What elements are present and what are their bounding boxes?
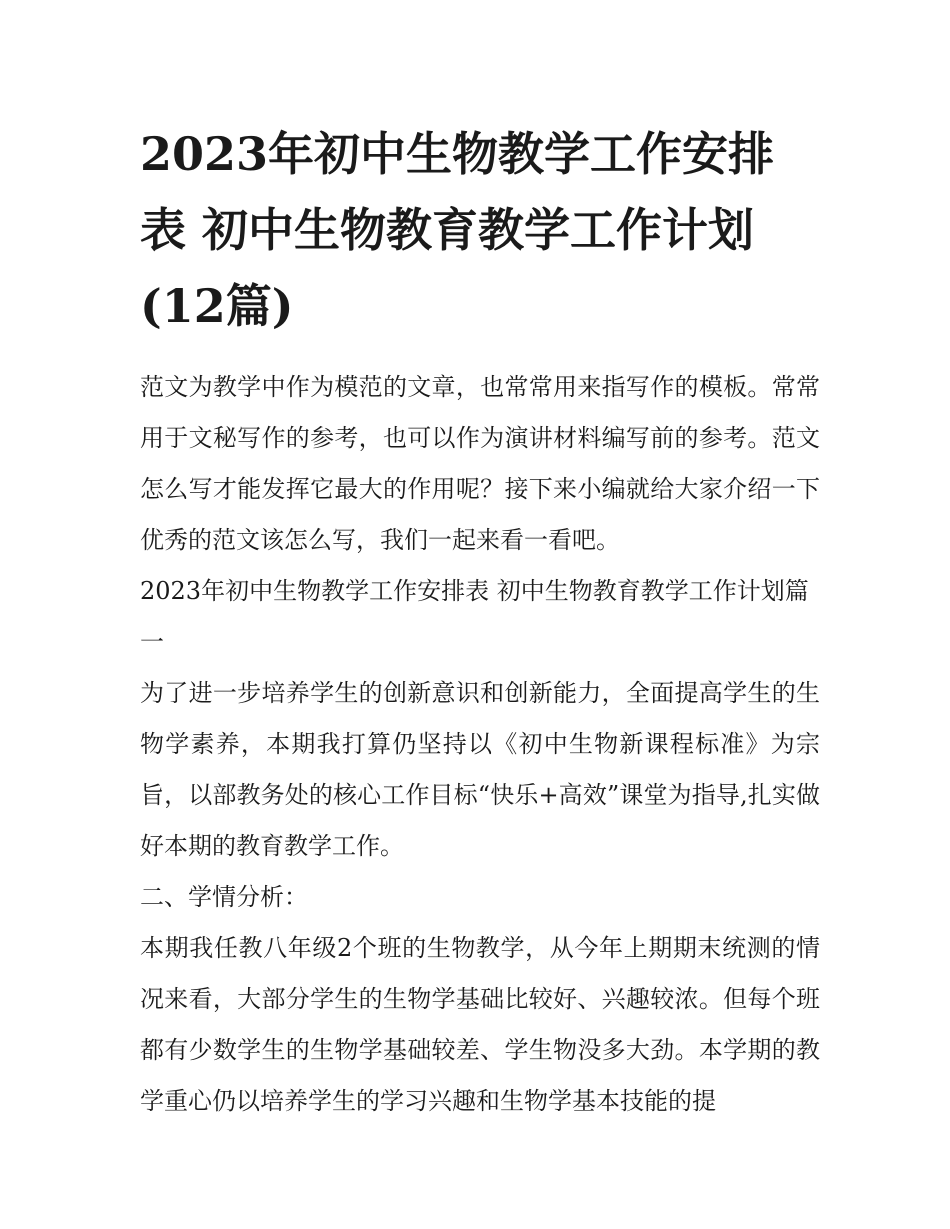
paragraph-2: 本期我任教八年级2个班的生物教学，从今年上期期末统测的情况来看，大部分学生的生物学基础比较好、兴趣较浓。但每个班都有少数学生的生物学基础较差、学生物没多大劲。本学期的教学重心仍以培养学生的学习兴趣和生物学基本技能的提 [140,934,820,1115]
intro-paragraph: 范文为教学中作为模范的文章，也常常用来指写作的模板。常常用于文秘写作的参考，也可以作为演讲材料编写前的参考。范文怎么写才能发挥它最大的作用呢？接下来小编就给大家介绍一下优秀的范文该怎么写，我们一起来看一看吧。 [140,373,820,554]
section-title: 2023年初中生物教学工作安排表 初中生物教育教学工作计划篇一 [140,577,809,656]
document-title: 2023年初中生物教学工作安排表 初中生物教育教学工作计划(12篇) [140,127,775,333]
section-heading-2: 二、学情分析： [140,883,308,911]
paragraph-1: 为了进一步培养学生的创新意识和创新能力，全面提高学生的生物学素养，本期我打算仍坚持以《初中生物新课程标准》为宗旨，以部教务处的核心工作目标“快乐+高效”课堂为指导,扎实做好本期的教育教学工作。 [140,679,820,860]
document-page [140,116,820,1127]
